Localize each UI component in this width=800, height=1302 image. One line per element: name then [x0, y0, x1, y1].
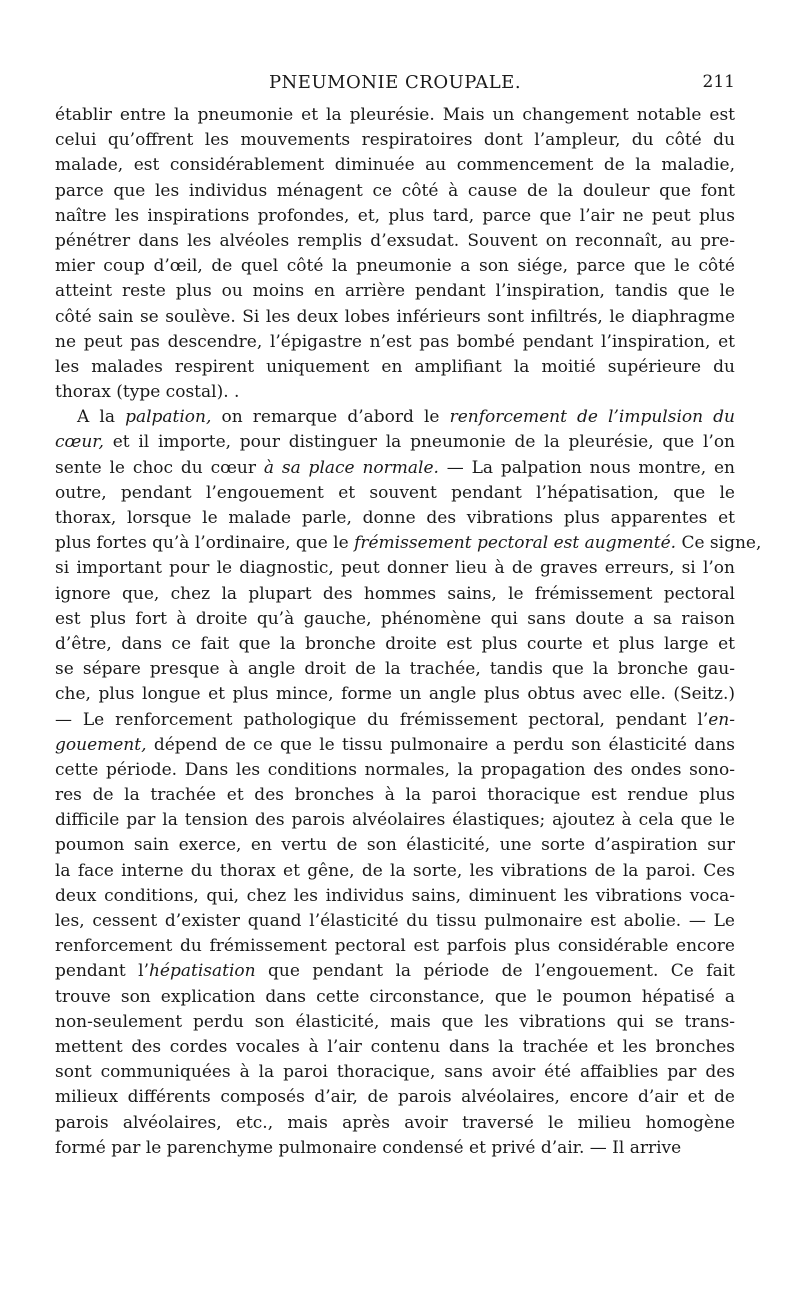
text-line — [55, 859, 735, 884]
text-segment: che, plus longue et plus mince, forme un angle plus obtus avec elle. (Seitz.) — [55, 684, 735, 705]
text-segment: thorax, lorsque le malade parle, donne des vibrations plus apparentes et — [55, 508, 735, 528]
text-segment: parce que les individus ménagent ce côté à cause de la douleur que font — [55, 180, 735, 201]
text-line — [55, 305, 735, 330]
text-line — [55, 330, 735, 355]
text-segment: deux conditions, qui, chez les individus sains, diminuent les vibrations voca- — [55, 885, 735, 906]
text-line — [55, 833, 735, 858]
text-line — [55, 405, 735, 430]
text-line — [55, 884, 735, 909]
running-title: PNEUMONIE CROUPALE. — [268, 72, 522, 93]
text-line — [55, 934, 735, 959]
text-line — [55, 783, 735, 808]
text-line — [55, 380, 735, 405]
text-line — [55, 481, 735, 506]
italic-text: à sa place normale. — [263, 457, 439, 478]
text-segment: parois alvéolaires, etc., mais après avoir traversé le milieu homogène — [55, 1112, 735, 1133]
text-line — [55, 531, 762, 556]
text-segment: et il importe, pour distinguer la pneumonie de la pleurésie, que l’on — [103, 432, 735, 453]
text-segment: se sépare presque à angle droit de la trachée, tandis que la bronche gau- — [55, 659, 735, 680]
text-line — [55, 682, 735, 707]
text-line — [55, 128, 735, 153]
italic-text: cœur, — [55, 432, 104, 453]
text-segment: plus fortes qu’à l’ordinaire, que le — [55, 533, 355, 554]
text-segment: poumon sain exerce, en vertu de son élasticité, une sorte d’aspiration sur — [55, 835, 735, 856]
text-segment: que pendant la période de l’engouement. Ce fait — [255, 961, 736, 982]
text-line — [55, 582, 735, 607]
text-segment: formé par le parenchyme pulmonaire condensé et privé d’air. — Il arrive — [55, 1137, 682, 1158]
text-line — [55, 430, 735, 455]
text-line — [55, 1060, 735, 1085]
text-line — [55, 733, 735, 758]
text-segment: non-seulement perdu son élasticité, mais que les vibrations qui se trans- — [55, 1011, 735, 1032]
italic-text: en- — [708, 709, 735, 730]
page-header — [55, 72, 735, 100]
text-line — [55, 1136, 735, 1161]
text-line — [55, 607, 735, 632]
text-segment: outre, pendant l’engouement et souvent pendant l’hépatisation, que le — [55, 482, 735, 503]
text-segment: res de la trachée et des bronches à la paroi thoracique est rendue plus — [55, 785, 735, 806]
text-segment: milieux différents composés d’air, de parois alvéolaires, encore d’air et de — [55, 1087, 735, 1108]
text-segment: trouve son explication dans cette circonstance, que le poumon hépatisé a — [55, 986, 735, 1007]
text-segment: dépend de ce que le tissu pulmonaire a perdu son élasticité dans — [146, 734, 735, 755]
text-segment: côté sain se soulève. Si les deux lobes inférieurs sont infiltrés, le diaphragme — [55, 306, 735, 327]
text-segment: pénétrer dans les alvéoles remplis d’exsudat. Souvent on reconnaît, au pre- — [55, 230, 735, 251]
italic-text: renforcement de l’impulsion du — [449, 407, 735, 428]
text-segment: établir entre la pneumonie et la pleurésie. Mais un changement notable est — [55, 105, 735, 125]
text-line — [55, 1111, 735, 1136]
text-segment: ignore que, chez la plupart des hommes sains, le frémissement pectoral — [55, 583, 735, 604]
text-segment: cette période. Dans les conditions normales, la propagation des ondes sono- — [55, 759, 735, 780]
text-line — [55, 179, 735, 204]
text-segment: les, cessent d’exister quand l’élasticité du tissu pulmonaire est abolie. — Le — [55, 911, 735, 931]
text-segment: mier coup d’œil, de quel côté la pneumonie a son siége, parce que le côté — [55, 256, 735, 277]
text-segment: si important pour le diagnostic, peut donner lieu à de graves erreurs, si l’on — [55, 558, 735, 579]
text-line — [55, 1010, 735, 1035]
text-line — [55, 1035, 735, 1060]
text-line — [55, 959, 735, 984]
text-line — [55, 657, 735, 682]
text-segment: difficile par la tension des parois alvéolaires élastiques; ajoutez à cela que le — [55, 810, 735, 831]
text-line — [55, 506, 735, 531]
italic-text: frémissement pectoral est augmenté. — [354, 533, 677, 554]
italic-text: palpation, — [125, 407, 212, 428]
text-segment: on remarque d’abord le — [211, 407, 450, 428]
text-line — [55, 103, 735, 128]
text-line — [55, 758, 735, 783]
text-line — [55, 456, 735, 481]
text-segment: atteint reste plus ou moins en arrière pendant l’inspiration, tandis que le — [55, 281, 735, 302]
text-segment: thorax (type costal). . — [55, 382, 240, 403]
text-line — [55, 808, 735, 833]
text-segment: naître les inspirations profondes, et, plus tard, parce que l’air ne peut plus — [55, 205, 735, 226]
text-segment: sont communiquées à la paroi thoracique, sans avoir été affaiblies par des — [55, 1062, 735, 1083]
text-segment: celui qu’offrent les mouvements respiratoires dont l’ampleur, du côté du — [55, 130, 735, 151]
text-line — [55, 204, 735, 229]
body-text — [55, 103, 762, 1161]
text-line — [55, 909, 735, 934]
text-segment: d’être, dans ce fait que la bronche droite est plus courte et plus large et — [55, 633, 735, 654]
text-segment: mettent des cordes vocales à l’air contenu dans la trachée et les bronches — [55, 1036, 735, 1057]
text-segment: ne peut pas descendre, l’épigastre n’est pas bombé pendant l’inspiration, et — [55, 331, 735, 352]
italic-text: hépatisation — [148, 961, 256, 982]
text-line — [55, 632, 735, 657]
text-line — [55, 708, 735, 733]
text-line — [55, 556, 735, 581]
text-segment: malade, est considérablement diminuée au commencement de la maladie, — [55, 155, 735, 176]
text-segment: renforcement du frémissement pectoral est parfois plus considérable encore — [55, 936, 735, 957]
text-line — [55, 153, 735, 178]
text-segment: A la — [77, 407, 126, 428]
text-segment: pendant l’ — [55, 961, 149, 982]
text-line — [55, 279, 735, 304]
text-segment: Ce signe, — [676, 533, 762, 554]
text-segment: sente le choc du cœur — [55, 457, 264, 478]
text-line — [55, 1085, 735, 1110]
italic-text: gouement, — [55, 734, 147, 755]
text-line — [55, 254, 735, 279]
text-segment: — La palpation nous montre, en — [438, 457, 735, 478]
text-segment: — Le renforcement pathologique du frémissement pectoral, pendant l’ — [55, 709, 709, 730]
text-segment: la face interne du thorax et gêne, de la sorte, les vibrations de la paroi. Ces — [55, 860, 735, 881]
text-segment: les malades respirent uniquement en amplifiant la moitié supérieure du — [55, 356, 735, 377]
text-line — [55, 355, 735, 380]
page-number: 211 — [702, 72, 735, 92]
text-line — [55, 229, 735, 254]
text-line — [55, 985, 735, 1010]
text-segment: est plus fort à droite qu’à gauche, phénomène qui sans doute a sa raison — [55, 608, 735, 629]
